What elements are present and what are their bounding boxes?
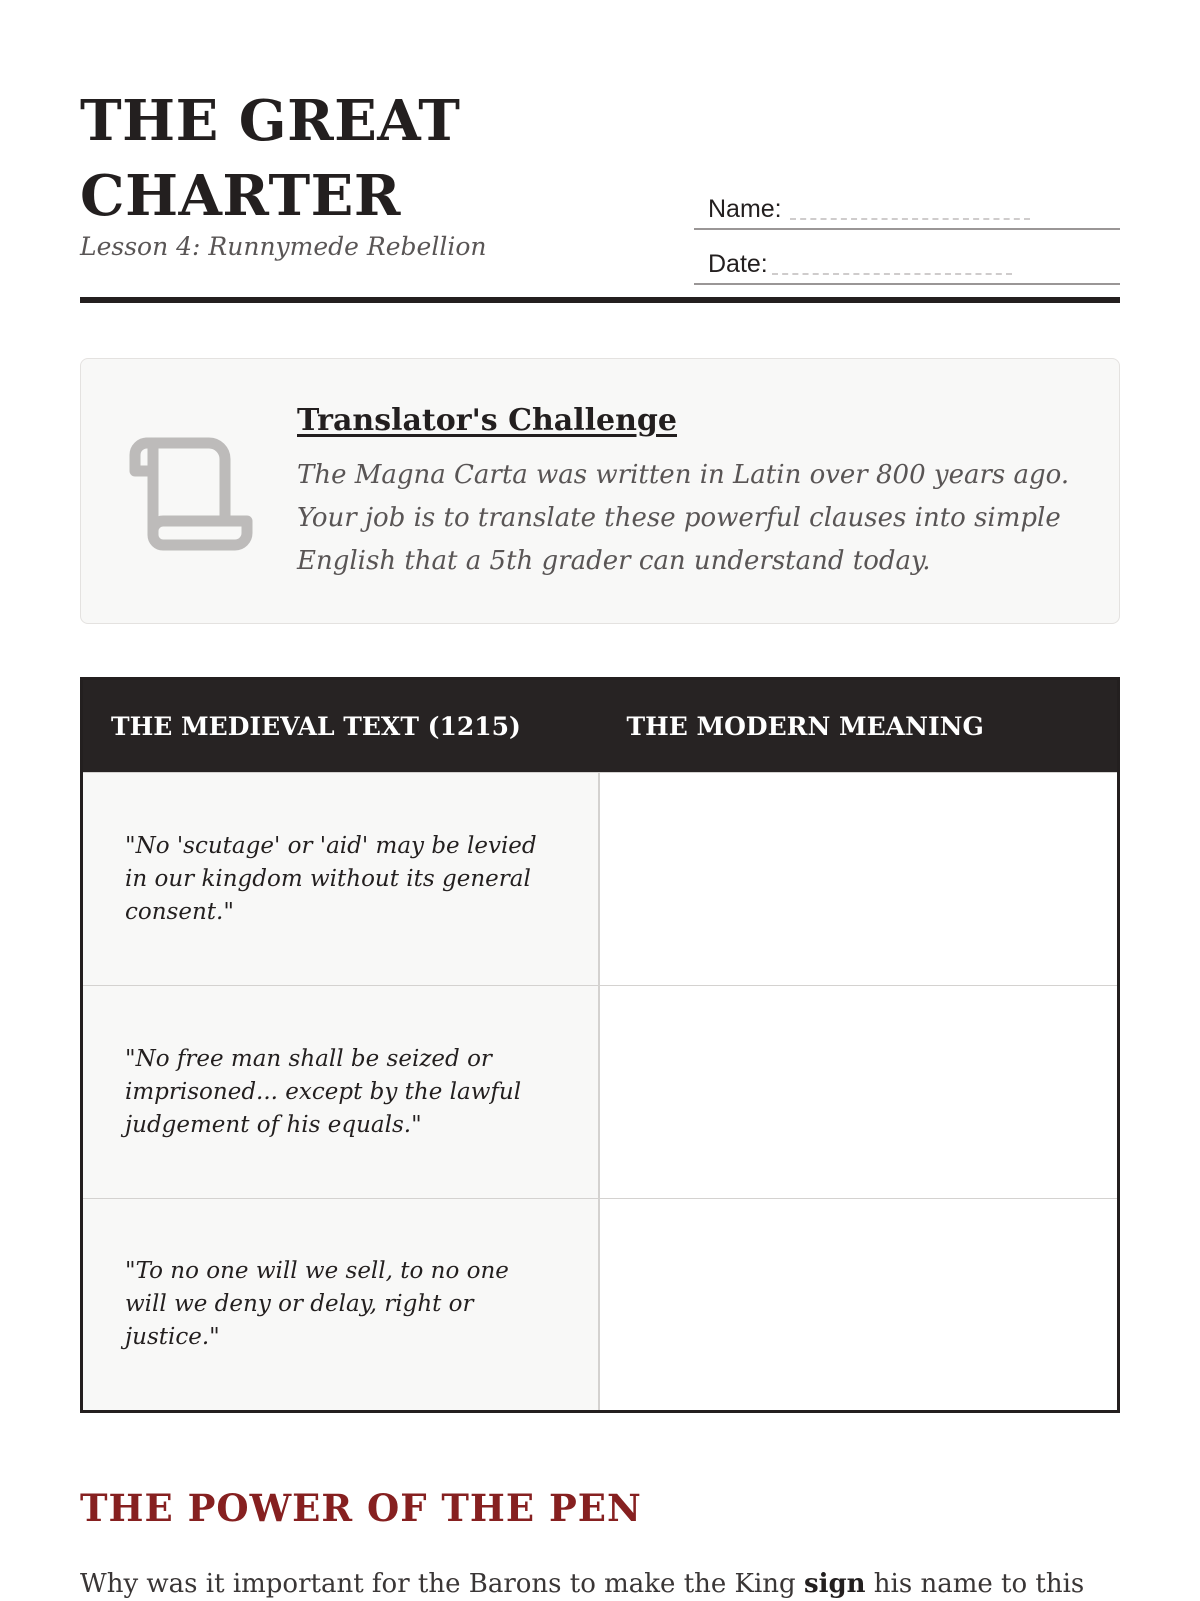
table-row	[82, 773, 1119, 986]
title-line-1: THE GREAT	[80, 88, 461, 154]
question-text-end: his name to this	[865, 1569, 1085, 1599]
medieval-clause-2: "No free man shall be seized or imprisoned... except by the lawful judgement of his equals."	[82, 986, 599, 1199]
question-text-start: Why was it important for the Barons to make the King	[80, 1569, 804, 1599]
name-field[interactable]	[694, 176, 1120, 230]
title-line-2: CHARTER	[80, 163, 401, 229]
column-header-medieval: THE MEDIEVAL TEXT (1215)	[82, 679, 599, 773]
translators-challenge-box	[80, 358, 1120, 624]
name-label: Name:	[708, 195, 782, 223]
lesson-subtitle: Lesson 4: Runnymede Rebellion	[80, 232, 487, 261]
modern-meaning-answer-1[interactable]	[599, 773, 1119, 986]
question-bold-word: sign	[803, 1569, 866, 1599]
worksheet-header	[80, 84, 1120, 304]
scroll-icon	[127, 435, 257, 551]
header-divider	[80, 297, 1120, 303]
page-title	[80, 84, 460, 234]
name-blank-line[interactable]	[790, 218, 1030, 220]
date-blank-line[interactable]	[772, 273, 1012, 275]
section-question	[80, 1567, 1120, 1601]
modern-meaning-answer-2[interactable]	[599, 986, 1119, 1199]
table-row	[82, 986, 1119, 1199]
medieval-clause-1: "No 'scutage' or 'aid' may be levied in our kingdom without its general consent."	[82, 773, 599, 986]
worksheet-page	[80, 0, 1120, 1600]
section-heading-power-of-the-pen: THE POWER OF THE PEN	[80, 1486, 642, 1530]
challenge-instructions: The Magna Carta was written in Latin over 800 years ago. Your job is to translate these powerful clauses into simple English that a 5th grader can understand today.	[297, 460, 1070, 576]
translation-table	[80, 677, 1120, 1413]
column-header-modern: THE MODERN MEANING	[599, 679, 1119, 773]
table-header-row	[82, 679, 1119, 773]
name-date-fields	[694, 176, 1120, 287]
date-field[interactable]	[694, 232, 1120, 285]
medieval-clause-3: "To no one will we sell, to no one will we deny or delay, right or justice."	[82, 1199, 599, 1412]
modern-meaning-answer-3[interactable]	[599, 1199, 1119, 1412]
date-label: Date:	[708, 250, 768, 278]
challenge-title: Translator's Challenge	[297, 403, 677, 438]
table-row	[82, 1199, 1119, 1412]
